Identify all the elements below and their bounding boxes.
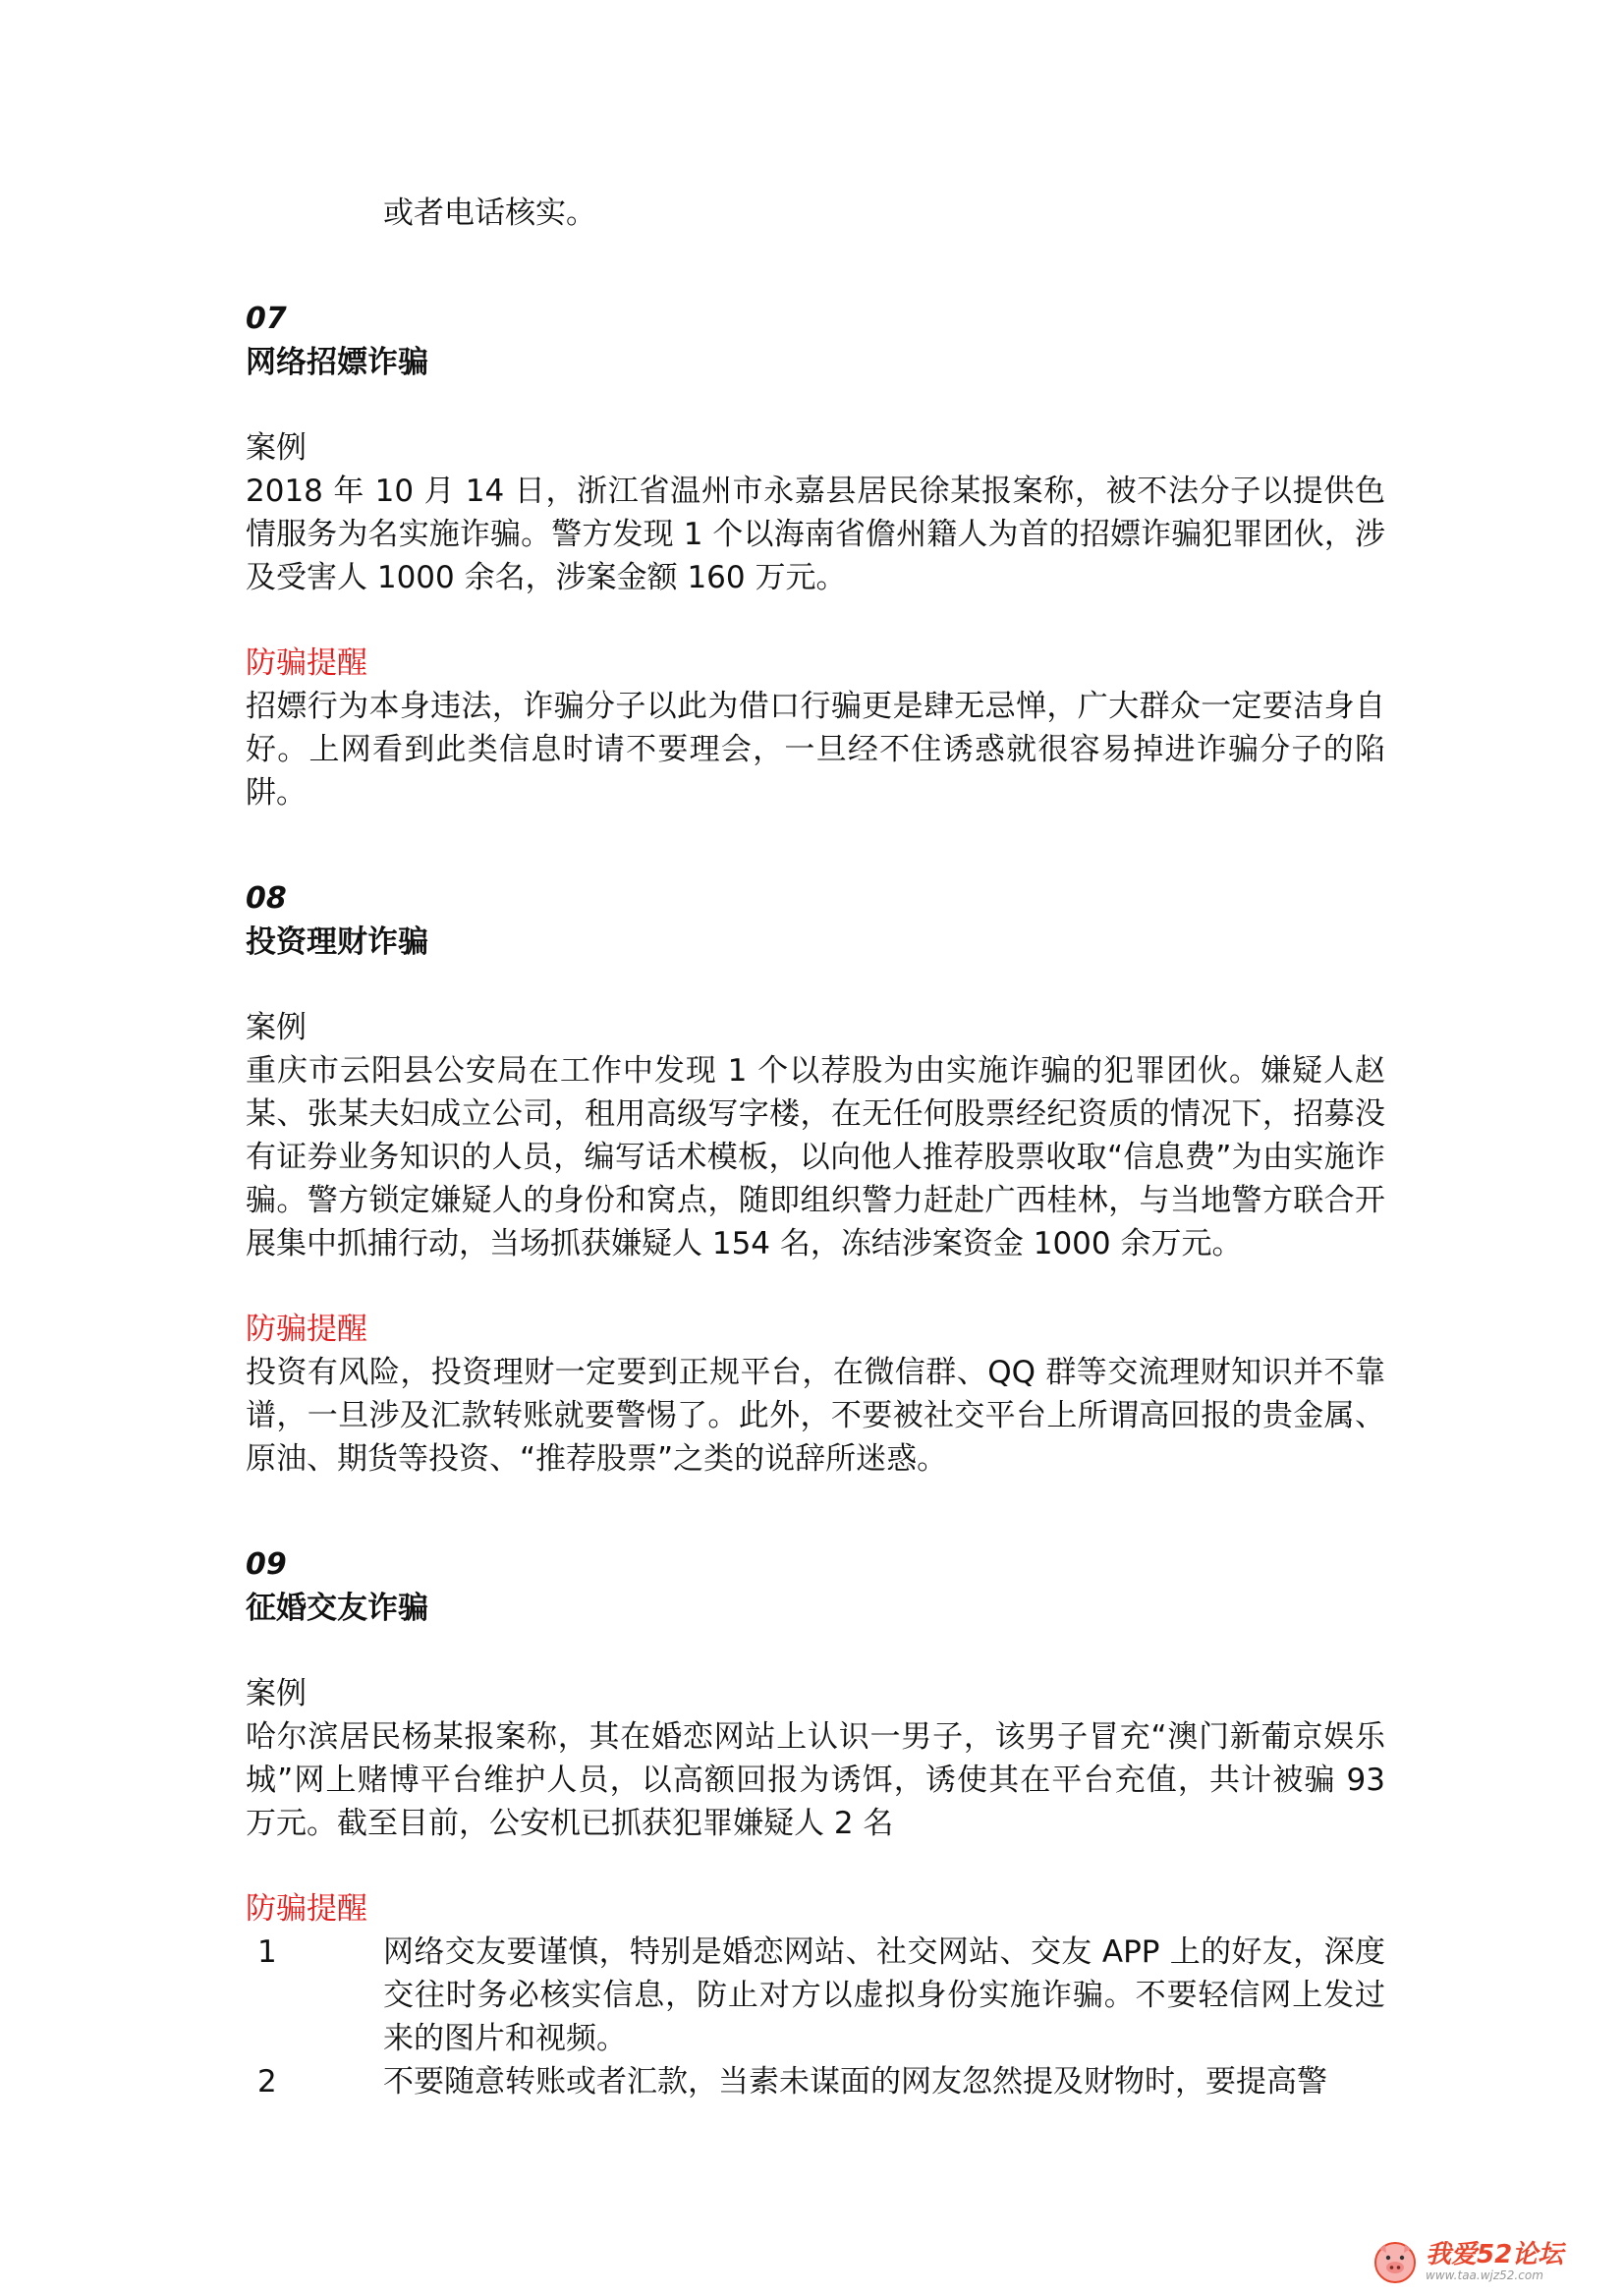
- section-08: [246, 877, 1385, 1481]
- case-label: 案例: [246, 430, 307, 466]
- case-text: 重庆市云阳县公安局在工作中发现 1 个以荐股为由实施诈骗的犯罪团伙。嫌疑人赵某、张某夫妇成立公司，租用高级写字楼，在无任何股票经纪资质的情况下，招募没有证券业务知识的人员，编写话术模板，以向他人推荐股票收取“信息费”为由实施诈骗。警方锁定嫌疑人的身份和窝点，随即组织警力赶赴广西桂林，与当地警方联合开展集中抓捕行动，当场抓获嫌疑人 154 名，冻结涉案资金 1000 余万元。: [246, 1053, 1385, 1261]
- tip-list-item: [246, 2060, 1385, 2103]
- section-title: 投资理财诈骗: [246, 924, 428, 960]
- case-label: 案例: [246, 1010, 307, 1045]
- tip-text: 投资有风险，投资理财一定要到正规平台，在微信群、QQ 群等交流理财知识并不靠谱，一旦涉及汇款转账就要警惕了。此外，不要被社交平台上所谓高回报的贵金属、原油、期货等投资、“推荐股票”之类的说辞所迷惑。: [246, 1355, 1385, 1477]
- watermark-url: www.taa.wjz52.com: [1426, 2268, 1543, 2282]
- tip-label: 防骗提醒: [246, 1891, 367, 1927]
- tip-list-text: 不要随意转账或者汇款，当素未谋面的网友忽然提及财物时，要提高警: [383, 2064, 1327, 2100]
- case-label: 案例: [246, 1676, 307, 1711]
- watermark-text: [1426, 2242, 1563, 2281]
- tip-list-text: 网络交友要谨慎，特别是婚恋网站、社交网站、交友 APP 上的好友，深度交往时务必核实信息，防止对方以虚拟身份实施诈骗。不要轻信网上发过来的图片和视频。: [383, 1934, 1385, 2056]
- continuation-text: 或者电话核实。: [383, 196, 596, 231]
- tip-list-number: 1: [257, 1934, 277, 1970]
- tip-label: 防骗提醒: [246, 645, 367, 681]
- tip-text: 招嫖行为本身违法，诈骗分子以此为借口行骗更是肆无忌惮，广大群众一定要洁身自好。上网看到此类信息时请不要理会，一旦经不住诱惑就很容易掉进诈骗分子的陷阱。: [246, 689, 1385, 811]
- section-number: 09: [246, 1547, 287, 1582]
- watermark-title: 我爱52论坛: [1426, 2240, 1564, 2269]
- case-text: 哈尔滨居民杨某报案称，其在婚恋网站上认识一男子，该男子冒充“澳门新葡京娱乐城”网上赌博平台维护人员，以高额回报为诱饵，诱使其在平台充值，共计被骗 93 万元。截至目前，公安机已抓获犯罪嫌疑人 2 名: [246, 1719, 1385, 1841]
- section-number: 07: [246, 302, 287, 336]
- section-number: 08: [246, 881, 287, 916]
- document-page: [246, 192, 1385, 2103]
- tip-list: [246, 1931, 1385, 2103]
- tip-label: 防骗提醒: [246, 1312, 367, 1347]
- case-text: 2018 年 10 月 14 日，浙江省温州市永嘉县居民徐某报案称，被不法分子以提供色情服务为名实施诈骗。警方发现 1 个以海南省儋州籍人为首的招嫖诈骗犯罪团伙，涉及受害人 1000 余名，涉案金额 160 万元。: [246, 474, 1385, 595]
- section-title: 征婚交友诈骗: [246, 1591, 428, 1626]
- pig-logo-icon: [1371, 2237, 1420, 2286]
- forum-watermark: [1371, 2233, 1606, 2290]
- section-title: 网络招嫖诈骗: [246, 345, 428, 380]
- tip-list-item: [246, 1931, 1385, 2060]
- tip-list-number: 2: [257, 2064, 277, 2100]
- section-09: [246, 1543, 1385, 2103]
- section-07: [246, 298, 1385, 814]
